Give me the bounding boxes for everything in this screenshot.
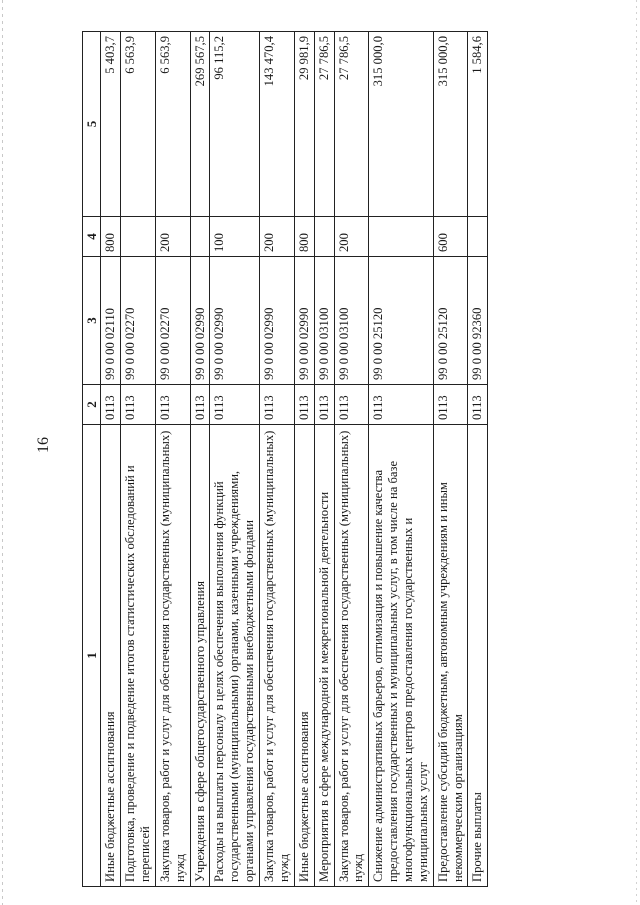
row-section: 0113	[101, 385, 121, 425]
table-row	[294, 32, 314, 887]
table-row	[314, 32, 334, 887]
table-row	[433, 32, 468, 887]
row-type	[314, 217, 334, 257]
row-target: 99 0 00 02990	[190, 257, 210, 385]
table-header-row	[83, 32, 101, 887]
row-amount: 143 470,4	[260, 32, 295, 217]
row-amount: 27 786,5	[334, 32, 369, 217]
row-section: 0113	[369, 385, 433, 425]
row-name: Закупка товаров, работ и услуг для обеспечения государственных (муниципальных) нужд	[334, 425, 369, 887]
row-type: 200	[155, 217, 190, 257]
header-col-5: 5	[83, 32, 101, 217]
table-row	[155, 32, 190, 887]
row-target: 99 0 00 02990	[210, 257, 260, 385]
row-name: Мероприятия в сфере международной и межрегиональной деятельности	[314, 425, 334, 887]
header-col-1: 1	[83, 425, 101, 887]
row-amount: 29 981,9	[294, 32, 314, 217]
row-name: Закупка товаров, работ и услуг для обеспечения государственных (муниципальных) нужд	[260, 425, 295, 887]
row-type: 200	[260, 217, 295, 257]
row-section: 0113	[468, 385, 488, 425]
row-type: 600	[433, 217, 468, 257]
row-name: Иные бюджетные ассигнования	[101, 425, 121, 887]
row-target: 99 0 00 02110	[101, 257, 121, 385]
row-type	[468, 217, 488, 257]
header-col-3: 3	[83, 257, 101, 385]
row-name: Прочие выплаты	[468, 425, 488, 887]
row-name: Снижение административных барьеров, оптимизация и повышение качества предоставления государственных и муниципальных услуг, в том числе на базе многофункциональных центров предоставления государственных и муниципальных услуг	[369, 425, 433, 887]
row-name: Закупка товаров, работ и услуг для обеспечения государственных (муниципальных) нужд	[155, 425, 190, 887]
row-name: Иные бюджетные ассигнования	[294, 425, 314, 887]
row-section: 0113	[260, 385, 295, 425]
row-target: 99 0 00 03100	[314, 257, 334, 385]
table-row	[210, 32, 260, 887]
row-type: 100	[210, 217, 260, 257]
row-name: Учреждения в сфере общегосударственного управления	[190, 425, 210, 887]
row-section: 0113	[190, 385, 210, 425]
row-target: 99 0 00 92360	[468, 257, 488, 385]
row-section: 0113	[433, 385, 468, 425]
budget-table	[82, 31, 488, 887]
row-amount: 5 403,7	[101, 32, 121, 217]
row-amount: 96 115,2	[210, 32, 260, 217]
table-row	[121, 32, 156, 887]
row-name: Расходы на выплаты персоналу в целях обеспечения выполнения функций государственными (муниципальными) органами, казенными учреждениями, органами управления государственными внебюджетными фондами	[210, 425, 260, 887]
row-type: 800	[294, 217, 314, 257]
table-row	[334, 32, 369, 887]
row-type	[369, 217, 433, 257]
table-row	[468, 32, 488, 887]
row-type	[121, 217, 156, 257]
rotated-table-frame	[82, 32, 618, 887]
header-col-2: 2	[83, 385, 101, 425]
row-target: 99 0 00 25120	[369, 257, 433, 385]
page-number: 16	[35, 437, 52, 453]
table-row	[190, 32, 210, 887]
row-amount: 27 786,5	[314, 32, 334, 217]
row-amount: 269 567,5	[190, 32, 210, 217]
row-amount: 1 584,6	[468, 32, 488, 217]
row-target: 99 0 00 25120	[433, 257, 468, 385]
row-section: 0113	[210, 385, 260, 425]
row-section: 0113	[121, 385, 156, 425]
row-name: Подготовка, проведение и подведение итогов статистических обследований и переписей	[121, 425, 156, 887]
row-name: Предоставление субсидий бюджетным, автономным учреждениям и иным некоммерческим организациям	[433, 425, 468, 887]
row-target: 99 0 00 02990	[294, 257, 314, 385]
row-target: 99 0 00 02270	[121, 257, 156, 385]
row-amount: 315 000,0	[369, 32, 433, 217]
row-target: 99 0 00 03100	[334, 257, 369, 385]
table-row	[101, 32, 121, 887]
row-section: 0113	[294, 385, 314, 425]
row-type: 800	[101, 217, 121, 257]
table-container	[82, 32, 640, 882]
row-amount: 6 563,9	[121, 32, 156, 217]
row-type	[190, 217, 210, 257]
row-target: 99 0 00 02270	[155, 257, 190, 385]
row-amount: 315 000,0	[433, 32, 468, 217]
table-row	[369, 32, 433, 887]
scan-edge-left	[2, 0, 3, 905]
table-row	[260, 32, 295, 887]
row-amount: 6 563,9	[155, 32, 190, 217]
row-section: 0113	[334, 385, 369, 425]
row-target: 99 0 00 02990	[260, 257, 295, 385]
row-section: 0113	[314, 385, 334, 425]
header-col-4: 4	[83, 217, 101, 257]
row-type: 200	[334, 217, 369, 257]
row-section: 0113	[155, 385, 190, 425]
